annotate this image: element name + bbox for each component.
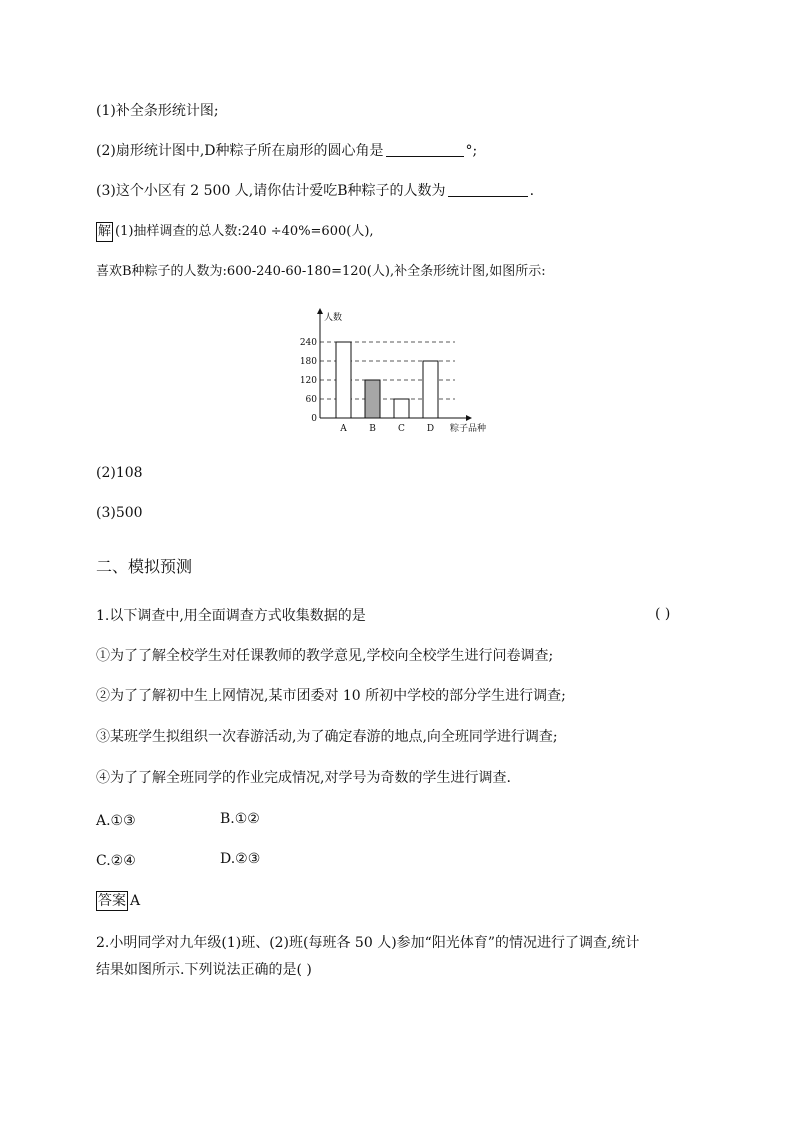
x-tick-label-C: C (398, 424, 405, 434)
solution-line-1 (96, 222, 374, 242)
x-tick-label-D: D (426, 424, 435, 434)
y-axis-label: 人数 (324, 313, 343, 323)
y-tick-label-0: 0 (311, 414, 317, 424)
part3-stem: (3)这个小区有 2 500 人,请你估计爱吃B种粽子的人数为 (96, 183, 446, 199)
solution-text-1: (1)抽样调查的总人数:240 ÷40%=600(人), (115, 224, 374, 239)
bar-D (423, 361, 438, 418)
part3-end: . (529, 183, 535, 199)
x-axis-arrow (466, 415, 472, 421)
part2-text (96, 141, 477, 161)
solution-line-2: 喜欢B种粽子的人数为:600-240-60-180=120(人),补全条形统计图,如图所示: (96, 264, 546, 279)
x-tick-label-B: B (369, 424, 376, 434)
x-tick-label-A: A (340, 424, 347, 434)
bar-A (336, 342, 351, 418)
q1-option-c: C.②④ (96, 853, 136, 869)
q1-item-2: ②为了了解初中生上网情况,某市团委对 10 所初中学校的部分学生进行调查; (96, 688, 566, 704)
answer-part3: (3)500 (96, 505, 143, 521)
x-axis-label: 粽子品种 (450, 424, 487, 434)
solution-tag: 解 (96, 222, 113, 242)
answer-blank (386, 142, 464, 157)
q1-answer-paren: ( ) (655, 606, 671, 622)
q2-stem-line-2: 结果如图所示.下列说法正确的是( ) (96, 962, 312, 978)
q1-option-a: A.①③ (96, 813, 136, 829)
q1-option-b: B.①② (220, 811, 260, 827)
bar-chart (290, 302, 500, 437)
part3-text (96, 181, 534, 201)
bar-C (394, 399, 409, 418)
y-tick-label-60: 60 (305, 395, 317, 405)
bar-B (365, 380, 380, 418)
q2-stem-line-1: 2.小明同学对九年级(1)班、(2)班(每班各 50 人)参加“阳光体育”的情况进行了调查,统计 (96, 935, 640, 951)
y-tick-label-240: 240 (299, 338, 317, 348)
y-axis-arrow (317, 308, 323, 314)
section-title: 二、模拟预测 (96, 557, 193, 576)
y-tick-label-180: 180 (299, 357, 317, 367)
q1-answer-value: A (130, 893, 141, 909)
part1-text: (1)补全条形统计图; (96, 103, 219, 119)
q1-stem: 1.以下调查中,用全面调查方式收集数据的是 (96, 608, 366, 624)
q1-answer (96, 891, 140, 911)
chart-labels (300, 311, 486, 434)
q1-option-d: D.②③ (220, 851, 261, 867)
answer-part2: (2)108 (96, 465, 143, 481)
q1-item-3: ③某班学生拟组织一次春游活动,为了确定春游的地点,向全班同学进行调查; (96, 729, 558, 745)
y-tick-label-120: 120 (299, 376, 317, 386)
q1-item-4: ④为了了解全班同学的作业完成情况,对学号为奇数的学生进行调查. (96, 770, 511, 786)
part2-stem: (2)扇形统计图中,D种粽子所在扇形的圆心角是 (96, 143, 384, 159)
answer-tag: 答案 (98, 893, 126, 909)
q1-item-1: ①为了了解全校学生对任课教师的教学意见,学校向全校学生进行问卷调查; (96, 648, 554, 664)
answer-blank (448, 182, 528, 197)
part2-unit: °; (465, 143, 478, 159)
